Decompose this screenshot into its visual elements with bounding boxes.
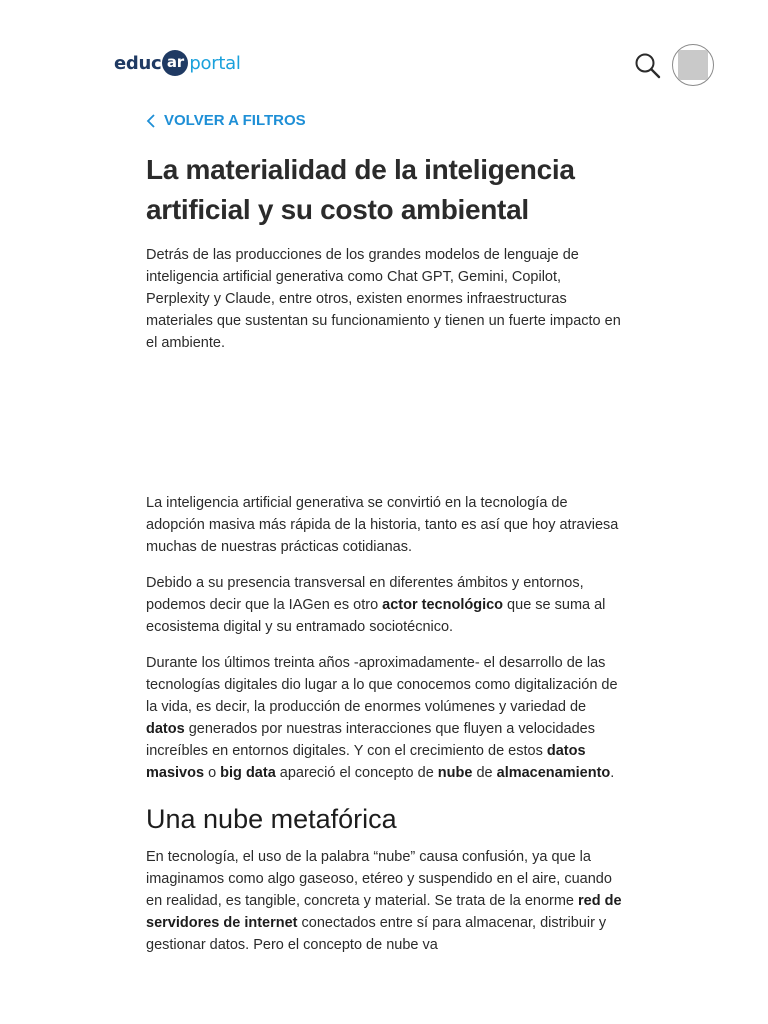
user-avatar-button[interactable] xyxy=(672,44,714,86)
text-span: . xyxy=(610,765,615,781)
site-header xyxy=(0,0,768,120)
text-span: generados por nuestras interacciones que fluyen a velocidades increíbles en entornos digitales. Y con el crecimiento de estos xyxy=(146,721,595,759)
keyword-big-data[interactable]: big data xyxy=(220,765,276,781)
text-span: o xyxy=(204,765,221,781)
search-button[interactable] xyxy=(632,50,664,82)
paragraph-3 xyxy=(146,652,622,784)
user-avatar xyxy=(678,50,708,80)
text-span: Debido a su presencia transversal en diferentes ámbitos y entornos, podemos decir que la IAGen es otro xyxy=(146,575,584,613)
article-lead: Detrás de las producciones de los grandes modelos de lenguaje de inteligencia artificial generativa como Chat GPT, Gemini, Copilot, Perplexity y Claude, entre otros, existen enormes infraestructuras materiales que sustentan su funcionamiento y tienen un fuerte impacto en el ambiente. xyxy=(146,247,621,351)
chevron-left-icon xyxy=(146,114,156,128)
keyword-datos-masivos[interactable]: datos masivos xyxy=(146,743,586,781)
keyword-datos[interactable]: datos xyxy=(146,721,185,737)
paragraph-2 xyxy=(146,572,622,638)
logo-text-portal: portal xyxy=(189,52,241,74)
keyword-actor-tecnologico[interactable]: actor tecnológico xyxy=(382,597,504,613)
section-heading: Una nube metafórica xyxy=(146,804,397,834)
text-span: apareció el concepto de xyxy=(275,765,438,781)
text-span: Durante los últimos treinta años -aproximadamente- el desarrollo de las tecnologías digitales dio lugar a lo que conocemos como digitalización de la vida, es decir, la producción de enormes volúmenes y variedad de xyxy=(146,655,618,715)
keyword-almacenamiento[interactable]: almacenamiento xyxy=(496,765,611,781)
article-content xyxy=(146,150,622,970)
keyword-nube[interactable]: nube xyxy=(437,765,473,781)
logo-badge-ar: ar xyxy=(162,50,188,76)
back-to-filters-label: VOLVER A FILTROS xyxy=(164,112,306,129)
educar-portal-logo[interactable] xyxy=(114,50,241,76)
article-title: La materialidad de la inteligencia artificial y su costo ambiental xyxy=(146,154,575,225)
paragraph-4 xyxy=(146,846,622,956)
text-span: de xyxy=(472,765,497,781)
text-span: que se suma al ecosistema digital y su entramado sociotécnico. xyxy=(146,597,606,635)
search-icon xyxy=(632,50,664,82)
keyword-red-de-servidores[interactable]: red de servidores de internet xyxy=(146,893,622,931)
paragraph-1: La inteligencia artificial generativa se convirtió en la tecnología de adopción masiva más rápida de la historia, tanto es así que hoy atraviesa muchas de nuestras prácticas cotidianas. xyxy=(146,495,619,555)
text-span: En tecnología, el uso de la palabra “nube” causa confusión, ya que la imaginamos como algo gaseoso, etéreo y suspendido en el aire, cuando en realidad, es tangible, concreta y material. Se trata de la enorme xyxy=(146,849,612,909)
back-to-filters-link[interactable] xyxy=(146,112,306,129)
logo-text-educ: educ xyxy=(114,52,162,74)
media-placeholder xyxy=(146,354,622,492)
text-span: conectados entre sí para almacenar, distribuir y gestionar datos. Pero el concepto de nube va xyxy=(146,915,607,953)
